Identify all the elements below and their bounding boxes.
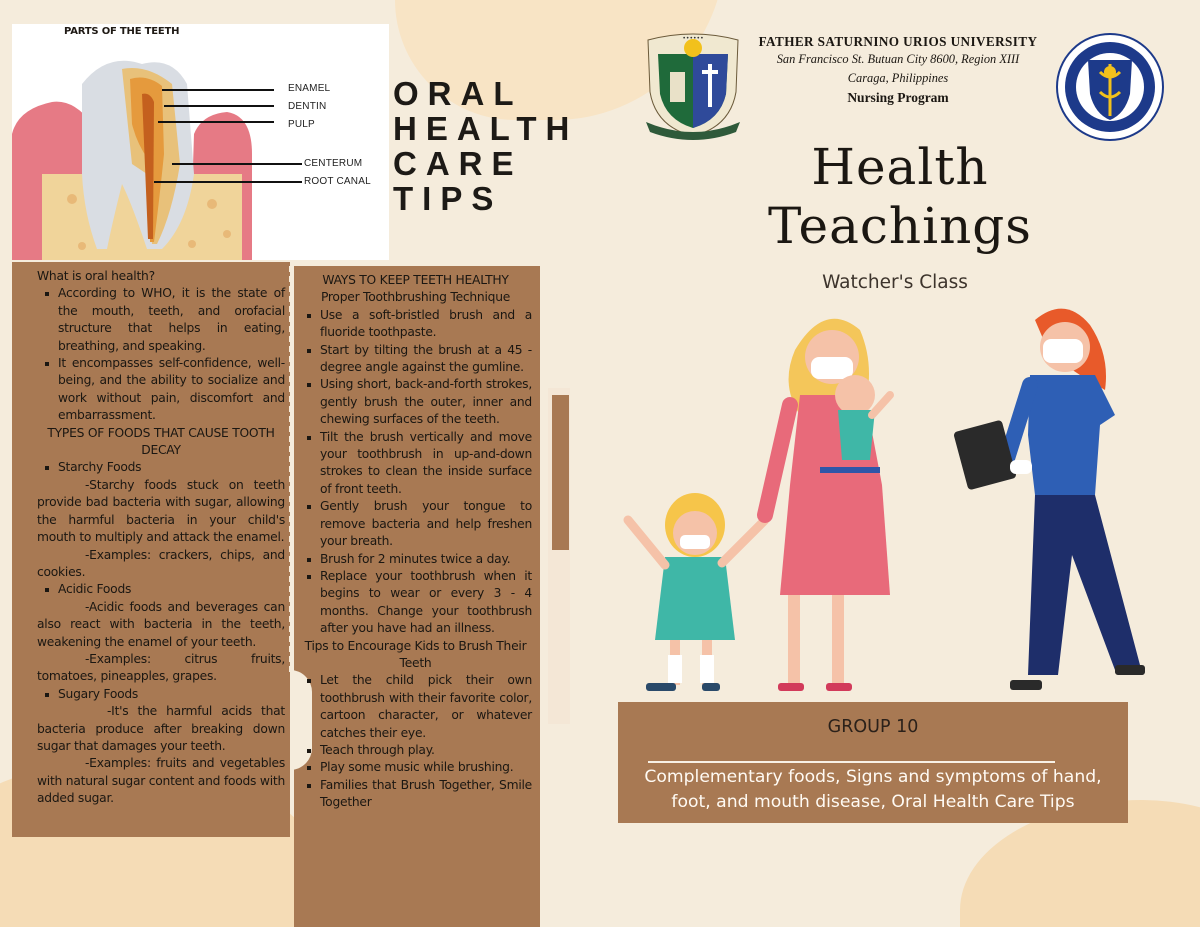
starchy-title: Starchy Foods bbox=[37, 459, 285, 476]
acidic-title: Acidic Foods bbox=[37, 581, 285, 598]
university-address-line2: Caraga, Philippines bbox=[847, 71, 949, 85]
tooth-diagram bbox=[12, 24, 389, 260]
label-dentin: DENTIN bbox=[288, 101, 327, 112]
main-title-line1: Health bbox=[811, 138, 989, 196]
technique-list bbox=[299, 307, 532, 638]
kids-heading: Tips to Encourage Kids to Brush Their Teeth bbox=[304, 638, 527, 670]
decorative-stripe bbox=[552, 395, 569, 550]
acidic-desc: -Acidic foods and beverages can also react with bacteria in the teeth, weakening the enamel of your teeth. bbox=[37, 599, 285, 649]
starchy-list bbox=[37, 459, 285, 476]
foods-heading: TYPES OF FOODS THAT CAUSE TOOTH DECAY bbox=[47, 425, 275, 458]
label-pulp: PULP bbox=[288, 119, 315, 130]
oral-health-info-column bbox=[37, 268, 285, 808]
list-item: Families that Brush Together, Smile Together bbox=[299, 777, 532, 812]
poster-title-line: TIPS bbox=[393, 180, 503, 217]
fold-divider bbox=[289, 266, 292, 676]
university-header bbox=[748, 33, 1048, 108]
nurse-figure bbox=[953, 309, 1145, 690]
oral-health-question: What is oral health? bbox=[37, 269, 155, 283]
group-divider bbox=[648, 761, 1055, 763]
svg-text:••••••: •••••• bbox=[682, 35, 704, 42]
list-item: It encompasses self-confidence, well-being, and the ability to socialize and work without pain, discomfort and embarrassment. bbox=[37, 355, 285, 425]
poster-title bbox=[393, 76, 578, 216]
poster-title-line: CARE bbox=[393, 145, 523, 182]
teeth-care-column bbox=[299, 272, 532, 812]
acidic-list bbox=[37, 581, 285, 598]
kids-tips-list bbox=[299, 672, 532, 811]
label-enamel: ENAMEL bbox=[288, 83, 331, 94]
list-item: According to WHO, it is the state of the mouth, teeth, and orofacial structure that helps in eating, breathing, and speaking. bbox=[37, 285, 285, 355]
list-item: Start by tilting the brush at a 45 -degree angle against the gumline. bbox=[299, 342, 532, 377]
child-figure bbox=[628, 493, 765, 691]
university-address-line1: San Francisco St. Butuan City 8600, Region XIII bbox=[776, 52, 1020, 66]
list-item: Teach through play. bbox=[299, 742, 532, 759]
list-item: Brush for 2 minutes twice a day. bbox=[299, 551, 532, 568]
list-item: Replace your toothbrush when it begins to wear or every 3 - 4 months. Change your toothbrush after you have had an illness. bbox=[299, 568, 532, 638]
list-item: Gently brush your tongue to remove bacteria and help freshen your breath. bbox=[299, 498, 532, 550]
label-root-canal: ROOT CANAL bbox=[304, 176, 371, 187]
nursing-program-logo bbox=[1055, 32, 1165, 142]
starchy-examples: -Examples: crackers, chips, and cookies. bbox=[37, 547, 285, 579]
tooth-illustration bbox=[12, 24, 389, 260]
sugary-desc: -It's the harmful acids that bacteria produce after breaking down sugar that damages your teeth. bbox=[37, 704, 285, 753]
group-info-box bbox=[618, 702, 1128, 823]
label-centerum: CENTERUM bbox=[304, 158, 363, 169]
acidic-examples: -Examples: citrus fruits, tomatoes, pineapples, grapes. bbox=[37, 651, 285, 684]
list-item: Play some music while brushing. bbox=[299, 759, 532, 776]
sugary-title: Sugary Foods bbox=[37, 686, 285, 703]
group-label: GROUP 10 bbox=[827, 717, 919, 737]
oral-health-list bbox=[37, 285, 285, 424]
list-item: Tilt the brush vertically and move your toothbrush in up-and-down strokes to clean the inside surface of front teeth. bbox=[299, 429, 532, 499]
group-topics: Complementary foods, Signs and symptoms of hand, foot, and mouth disease, Oral Health Care Tips bbox=[644, 767, 1102, 812]
ways-heading: WAYS TO KEEP TEETH HEALTHY bbox=[322, 273, 509, 287]
main-title bbox=[740, 138, 1060, 256]
sugary-examples: -Examples: fruits and vegetables with natural sugar content and foods with added sugar. bbox=[37, 756, 285, 806]
family-nurse-illustration bbox=[610, 295, 1170, 705]
list-item: Use a soft-bristled brush and a fluoride toothpaste. bbox=[299, 307, 532, 342]
list-item: Using short, back-and-forth strokes, gently brush the outer, inner and chewing surfaces of the teeth. bbox=[299, 376, 532, 428]
technique-subheading: Proper Toothbrushing Technique bbox=[320, 290, 511, 305]
starchy-desc: -Starchy foods stuck on teeth provide bad bacteria with sugar, allowing the harmful bacteria in your child's mouth to multiply and attack the enamel. bbox=[37, 477, 285, 545]
mother-figure bbox=[765, 319, 890, 691]
university-seal-logo bbox=[640, 32, 746, 140]
poster-title-line: HEALTH bbox=[393, 110, 579, 147]
main-title-line2: Teachings bbox=[768, 197, 1032, 255]
university-name: FATHER SATURNINO URIOS UNIVERSITY bbox=[758, 34, 1038, 49]
poster-title-line: ORAL bbox=[393, 75, 523, 112]
class-subtitle: Watcher's Class bbox=[822, 272, 968, 293]
program-name: Nursing Program bbox=[847, 90, 949, 105]
sugary-list bbox=[37, 686, 285, 703]
diagram-title: PARTS OF THE TEETH bbox=[64, 26, 180, 37]
list-item: Let the child pick their own toothbrush with their favorite color, cartoon character, or whatever catches their eye. bbox=[299, 672, 532, 742]
